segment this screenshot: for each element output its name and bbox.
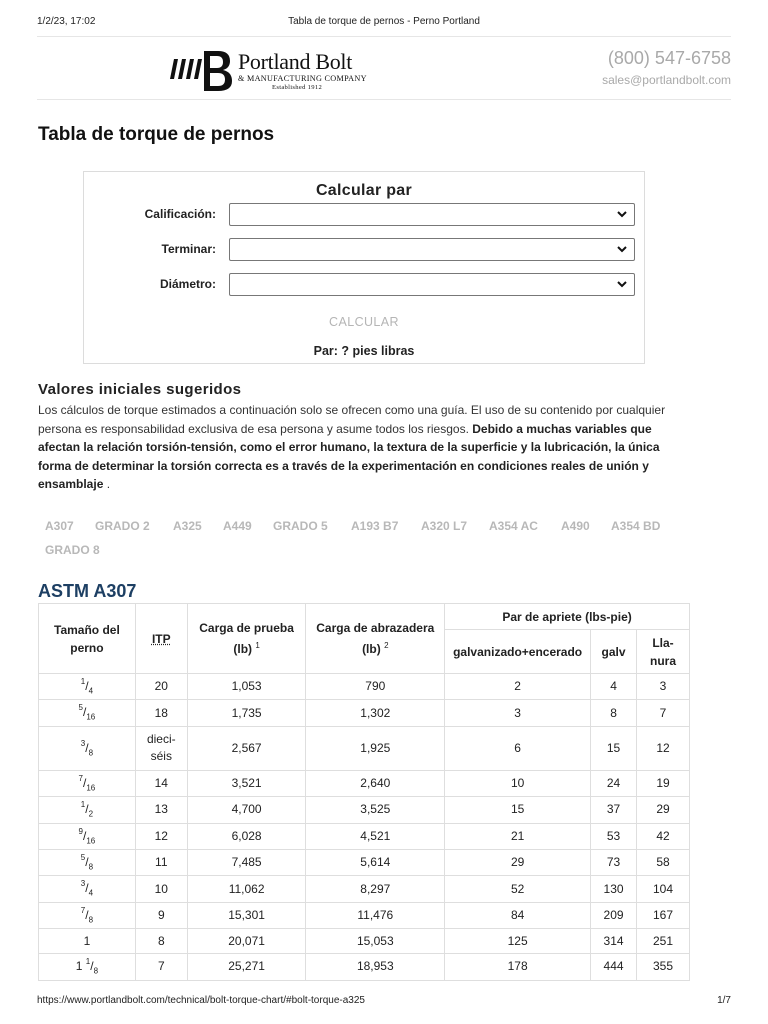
section-title: Valores iniciales sugeridos xyxy=(38,381,242,398)
torque-table xyxy=(38,603,690,981)
clamp-footnote-ref[interactable]: 2 xyxy=(384,641,389,650)
cell-size: 1 $^1/_8$ xyxy=(39,954,136,980)
tab-grado-8[interactable]: GRADO 8 xyxy=(45,543,100,557)
email-link[interactable]: sales@portlandbolt.com xyxy=(602,73,731,87)
header-galv: galv xyxy=(591,630,637,674)
cell-plain: 355 xyxy=(637,954,690,980)
phone-link[interactable]: (800) 547-6758 xyxy=(607,48,731,68)
cell-clamp: 15,053 xyxy=(306,929,445,954)
logo-subtitle: & MANUFACTURING COMPANY xyxy=(238,74,367,83)
cell-itp: 9 xyxy=(135,902,187,928)
cell-itp: 10 xyxy=(135,876,187,902)
calculator-title: Calcular par xyxy=(315,182,413,199)
finish-label: Terminar: xyxy=(161,242,216,256)
cell-galv: 314 xyxy=(591,929,637,954)
tab-a449[interactable]: A449 xyxy=(223,519,252,533)
page-title: Tabla de torque de pernos xyxy=(38,124,275,145)
portland-bolt-logo[interactable] xyxy=(168,46,383,94)
tab-a490[interactable]: A490 xyxy=(561,519,590,533)
cell-galv-wax: 52 xyxy=(445,876,591,902)
tab-a325[interactable]: A325 xyxy=(173,519,202,533)
cell-proof: 15,301 xyxy=(187,902,306,928)
cell-clamp: 1,302 xyxy=(306,700,445,726)
cell-size: $^5/_8$ xyxy=(39,849,136,875)
cell-plain: 3 xyxy=(637,674,690,700)
finish-select[interactable] xyxy=(229,238,635,261)
cell-proof: 1,735 xyxy=(187,700,306,726)
cell-galv-wax: 84 xyxy=(445,902,591,928)
cell-plain: 7 xyxy=(637,700,690,726)
tab-grado-2[interactable]: GRADO 2 xyxy=(95,519,150,533)
table-row xyxy=(39,929,690,954)
table-row xyxy=(39,876,690,902)
itp-abbr[interactable]: ITP xyxy=(151,631,171,646)
table-row xyxy=(39,770,690,796)
cell-galv-wax: 10 xyxy=(445,770,591,796)
cell-proof: 3,521 xyxy=(187,770,306,796)
header-plain: Lla-nura xyxy=(637,630,690,674)
cell-proof: 1,053 xyxy=(187,674,306,700)
cell-galv-wax: 2 xyxy=(445,674,591,700)
cell-proof: 7,485 xyxy=(187,849,306,875)
grade-row xyxy=(84,203,644,227)
site-header xyxy=(37,36,731,100)
cell-galv-wax: 21 xyxy=(445,823,591,849)
cell-plain: 42 xyxy=(637,823,690,849)
grade-select[interactable] xyxy=(229,203,635,226)
calculate-button[interactable]: CALCULAR xyxy=(329,315,399,329)
calculator-result: Par: ? pies libras xyxy=(313,344,415,358)
cell-proof: 20,071 xyxy=(187,929,306,954)
chevron-down-icon xyxy=(616,208,628,220)
cell-itp: dieci- séis xyxy=(135,726,187,770)
cell-proof: 4,700 xyxy=(187,797,306,823)
section-text xyxy=(38,401,688,494)
chevron-down-icon xyxy=(616,278,628,290)
cell-galv: 37 xyxy=(591,797,637,823)
cell-clamp: 5,614 xyxy=(306,849,445,875)
finish-row xyxy=(84,238,644,262)
header-itp xyxy=(135,604,187,674)
cell-plain: 251 xyxy=(637,929,690,954)
tab-grado-5[interactable]: GRADO 5 xyxy=(273,519,328,533)
tab-a354-bd[interactable]: A354 BD xyxy=(611,519,661,533)
cell-clamp: 2,640 xyxy=(306,770,445,796)
header-size: Tamaño del perno xyxy=(39,604,136,674)
diameter-row xyxy=(84,273,644,297)
logo-established: Established 1912 xyxy=(272,84,323,91)
table-row xyxy=(39,674,690,700)
bolt-logo-mark-icon xyxy=(168,46,236,94)
cell-galv: 444 xyxy=(591,954,637,980)
torque-calculator xyxy=(83,171,645,364)
proof-footnote-ref[interactable]: 1 xyxy=(255,641,260,650)
logo-name: Portland Bolt xyxy=(238,49,353,74)
cell-itp: 20 xyxy=(135,674,187,700)
grade-label: Calificación: xyxy=(144,207,216,221)
cell-galv: 15 xyxy=(591,726,637,770)
section-text-plain: Los cálculos de torque estimados a continuación solo se ofrecen como una guía. El uso de su contenido por cualquier persona es responsabilidad exclusiva de esa persona y asume todos los riesgos. xyxy=(38,403,666,436)
cell-galv-wax: 125 xyxy=(445,929,591,954)
cell-itp: 14 xyxy=(135,770,187,796)
header-clamp-load xyxy=(306,604,445,674)
cell-clamp: 18,953 xyxy=(306,954,445,980)
table-body xyxy=(39,674,690,981)
section-text-bold: Debido a muchas variables que afectan la relación torsión-tensión, como el error humano, la textura de la superficie y la lubricación, la única forma de determinar la torsión correcta es a través de la experimentación en condiciones reales de unión y ensamblaje xyxy=(38,421,660,491)
table-row xyxy=(39,726,690,770)
table-row xyxy=(39,797,690,823)
header-clamp-text: Carga de abrazadera (lb) xyxy=(316,621,435,656)
cell-proof: 11,062 xyxy=(187,876,306,902)
chevron-down-icon xyxy=(616,243,628,255)
header-torque-group: Par de apriete (lbs-pie) xyxy=(445,604,690,630)
cell-galv-wax: 6 xyxy=(445,726,591,770)
cell-itp: 7 xyxy=(135,954,187,980)
cell-size: $^1/_2$ xyxy=(39,797,136,823)
cell-galv: 8 xyxy=(591,700,637,726)
table-row xyxy=(39,902,690,928)
cell-size: $^9/_{16}$ xyxy=(39,823,136,849)
cell-itp: 8 xyxy=(135,929,187,954)
cell-galv: 24 xyxy=(591,770,637,796)
cell-galv: 209 xyxy=(591,902,637,928)
diameter-label: Diámetro: xyxy=(159,277,216,291)
header-proof-text: Carga de prueba (lb) xyxy=(199,621,294,656)
diameter-select[interactable] xyxy=(229,273,635,296)
cell-size: $^7/_{16}$ xyxy=(39,770,136,796)
table-row xyxy=(39,823,690,849)
cell-plain: 58 xyxy=(637,849,690,875)
cell-clamp: 3,525 xyxy=(306,797,445,823)
cell-size: $^1/_4$ xyxy=(39,674,136,700)
cell-proof: 2,567 xyxy=(187,726,306,770)
cell-clamp: 11,476 xyxy=(306,902,445,928)
cell-galv: 4 xyxy=(591,674,637,700)
print-url: https://www.portlandbolt.com/technical/bolt-torque-chart/#bolt-torque-a325 xyxy=(37,995,365,1006)
tab-a354-ac[interactable]: A354 AC xyxy=(489,519,538,533)
section-text-end: . xyxy=(103,477,111,491)
print-date: 1/2/23, 17:02 xyxy=(37,16,96,27)
cell-itp: 13 xyxy=(135,797,187,823)
cell-clamp: 8,297 xyxy=(306,876,445,902)
cell-itp: 18 xyxy=(135,700,187,726)
cell-size: $^5/_{16}$ xyxy=(39,700,136,726)
cell-plain: 12 xyxy=(637,726,690,770)
cell-clamp: 790 xyxy=(306,674,445,700)
cell-galv: 53 xyxy=(591,823,637,849)
cell-clamp: 1,925 xyxy=(306,726,445,770)
header-proof-load xyxy=(187,604,306,674)
cell-galv: 73 xyxy=(591,849,637,875)
grade-tabs xyxy=(37,508,692,566)
print-page-number: 1/7 xyxy=(717,995,731,1006)
contact-info xyxy=(602,48,731,87)
cell-size: $^7/_8$ xyxy=(39,902,136,928)
cell-size: $^3/_8$ xyxy=(39,726,136,770)
tab-a320-l7[interactable]: A320 L7 xyxy=(421,519,468,533)
cell-proof: 25,271 xyxy=(187,954,306,980)
cell-proof: 6,028 xyxy=(187,823,306,849)
cell-galv-wax: 178 xyxy=(445,954,591,980)
print-header xyxy=(37,16,731,30)
cell-galv-wax: 15 xyxy=(445,797,591,823)
table-title: ASTM A307 xyxy=(38,581,137,601)
tab-a193-b7[interactable]: A193 B7 xyxy=(351,519,399,533)
print-page-title: Tabla de torque de pernos - Perno Portland xyxy=(288,16,480,27)
cell-galv-wax: 29 xyxy=(445,849,591,875)
cell-plain: 29 xyxy=(637,797,690,823)
table-row xyxy=(39,954,690,980)
table-row xyxy=(39,849,690,875)
cell-plain: 19 xyxy=(637,770,690,796)
cell-plain: 167 xyxy=(637,902,690,928)
header-galv-wax: galvanizado+encerado xyxy=(445,630,591,674)
cell-plain: 104 xyxy=(637,876,690,902)
cell-size: $^3/_4$ xyxy=(39,876,136,902)
tab-a307[interactable]: A307 xyxy=(45,519,74,533)
cell-clamp: 4,521 xyxy=(306,823,445,849)
table-row xyxy=(39,700,690,726)
cell-itp: 12 xyxy=(135,823,187,849)
cell-galv: 130 xyxy=(591,876,637,902)
cell-size: 1 xyxy=(39,929,136,954)
cell-galv-wax: 3 xyxy=(445,700,591,726)
cell-itp: 11 xyxy=(135,849,187,875)
